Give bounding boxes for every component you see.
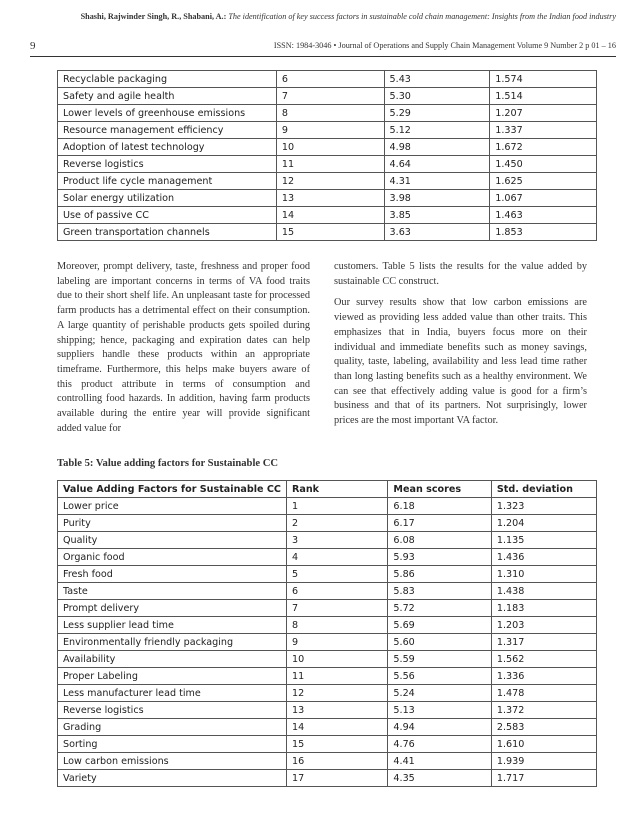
std-cell: 1.672: [490, 139, 597, 156]
body-column-right: [334, 260, 587, 436]
table-row: [58, 139, 597, 156]
rank-cell: 12: [286, 685, 387, 702]
mean-cell: 6.08: [388, 532, 491, 549]
rank-cell: 1: [286, 498, 387, 515]
mean-cell: 4.31: [384, 173, 490, 190]
std-cell: 1.372: [491, 702, 596, 719]
std-cell: 1.183: [491, 600, 596, 617]
factor-cell: Reverse logistics: [58, 156, 277, 173]
std-cell: 1.717: [491, 770, 596, 787]
factor-cell: Less supplier lead time: [58, 617, 287, 634]
table-row: [58, 634, 597, 651]
std-cell: 1.853: [490, 224, 597, 241]
std-cell: 1.562: [491, 651, 596, 668]
table-row: [58, 549, 597, 566]
std-cell: 1.514: [490, 88, 597, 105]
table-row: [58, 736, 597, 753]
rank-cell: 13: [276, 190, 384, 207]
mean-cell: 5.59: [388, 651, 491, 668]
std-cell: 1.625: [490, 173, 597, 190]
std-cell: 1.317: [491, 634, 596, 651]
mean-cell: 5.43: [384, 71, 490, 88]
rank-cell: 9: [276, 122, 384, 139]
table-row: [58, 617, 597, 634]
factor-cell: Safety and agile health: [58, 88, 277, 105]
factor-cell: Lower levels of greenhouse emissions: [58, 105, 277, 122]
factor-cell: Product life cycle management: [58, 173, 277, 190]
rank-cell: 11: [286, 668, 387, 685]
table-row: [58, 685, 597, 702]
std-cell: 1.310: [491, 566, 596, 583]
mean-cell: 4.94: [388, 719, 491, 736]
rank-cell: 13: [286, 702, 387, 719]
rank-cell: 15: [286, 736, 387, 753]
rank-cell: 7: [276, 88, 384, 105]
table-row: [58, 600, 597, 617]
table-5-caption: Table 5: Value adding factors for Sustainable CC: [57, 458, 279, 469]
factor-cell: Resource management efficiency: [58, 122, 277, 139]
factor-cell: Organic food: [58, 549, 287, 566]
mean-cell: 5.24: [388, 685, 491, 702]
factor-cell: Lower price: [58, 498, 287, 515]
paragraph: Our survey results show that low carbon emissions are viewed as providing less added value than other traits. This emphasizes that in India, buyers focus more on their individual and immediate benefits such as money savings, quality, taste, labeling, availability and less lead time rather than long lasting benefits such as a healthy environment. We can see that effectively adding value is good for a firm’s business and that of its partners. Not surprisingly, lower prices are the most important VA factor.: [334, 297, 587, 427]
rank-cell: 12: [276, 173, 384, 190]
running-header: [0, 12, 638, 52]
factor-cell: Sorting: [58, 736, 287, 753]
table-row: [58, 753, 597, 770]
factor-cell: Proper Labeling: [58, 668, 287, 685]
factor-cell: Solar energy utilization: [58, 190, 277, 207]
std-cell: 1.436: [491, 549, 596, 566]
rank-cell: 9: [286, 634, 387, 651]
table-row: [58, 88, 597, 105]
table-row: [58, 583, 597, 600]
column-header-std: Std. deviation: [491, 481, 596, 498]
table-4-continued: [57, 70, 597, 241]
table-row: [58, 190, 597, 207]
header-authors: Shashi, Rajwinder Singh, R., Shabani, A.:: [80, 12, 227, 21]
rank-cell: 8: [286, 617, 387, 634]
mean-cell: 6.17: [388, 515, 491, 532]
rank-cell: 3: [286, 532, 387, 549]
factor-cell: Grading: [58, 719, 287, 736]
table-row: [58, 156, 597, 173]
rank-cell: 14: [286, 719, 387, 736]
table-row: [58, 122, 597, 139]
factor-cell: Taste: [58, 583, 287, 600]
column-header-rank: Rank: [286, 481, 387, 498]
mean-cell: 5.83: [388, 583, 491, 600]
std-cell: 1.939: [491, 753, 596, 770]
table-row: [58, 566, 597, 583]
column-header-factor: Value Adding Factors for Sustainable CC: [58, 481, 287, 498]
std-cell: 1.067: [490, 190, 597, 207]
header-citation: [81, 12, 616, 21]
mean-cell: 4.41: [388, 753, 491, 770]
factor-cell: Recyclable packaging: [58, 71, 277, 88]
factor-cell: Availability: [58, 651, 287, 668]
table-row: [58, 224, 597, 241]
factor-cell: Green transportation channels: [58, 224, 277, 241]
rank-cell: 2: [286, 515, 387, 532]
rank-cell: 7: [286, 600, 387, 617]
std-cell: 2.583: [491, 719, 596, 736]
std-cell: 1.478: [491, 685, 596, 702]
std-cell: 1.610: [491, 736, 596, 753]
table-header-row: [58, 481, 597, 498]
page-number: 9: [30, 40, 36, 52]
factor-cell: Use of passive CC: [58, 207, 277, 224]
mean-cell: 3.85: [384, 207, 490, 224]
table-row: [58, 207, 597, 224]
std-cell: 1.438: [491, 583, 596, 600]
header-article-title: The identification of key success factors in sustainable cold chain management: Insights from the Indian food industry: [228, 12, 616, 21]
rank-cell: 6: [286, 583, 387, 600]
header-rule: [30, 56, 616, 57]
mean-cell: 5.72: [388, 600, 491, 617]
factor-cell: Low carbon emissions: [58, 753, 287, 770]
mean-cell: 3.98: [384, 190, 490, 207]
factor-cell: Fresh food: [58, 566, 287, 583]
mean-cell: 4.64: [384, 156, 490, 173]
mean-cell: 5.60: [388, 634, 491, 651]
table-row: [58, 515, 597, 532]
std-cell: 1.204: [491, 515, 596, 532]
table-row: [58, 770, 597, 787]
mean-cell: 5.30: [384, 88, 490, 105]
table-row: [58, 71, 597, 88]
factor-cell: Less manufacturer lead time: [58, 685, 287, 702]
table-row: [58, 173, 597, 190]
factor-cell: Purity: [58, 515, 287, 532]
std-cell: 1.203: [491, 617, 596, 634]
body-column-left: [57, 260, 310, 443]
mean-cell: 5.86: [388, 566, 491, 583]
rank-cell: 4: [286, 549, 387, 566]
rank-cell: 15: [276, 224, 384, 241]
rank-cell: 8: [276, 105, 384, 122]
mean-cell: 5.13: [388, 702, 491, 719]
rank-cell: 16: [286, 753, 387, 770]
table-row: [58, 702, 597, 719]
std-cell: 1.574: [490, 71, 597, 88]
mean-cell: 6.18: [388, 498, 491, 515]
rank-cell: 11: [276, 156, 384, 173]
factor-cell: Quality: [58, 532, 287, 549]
header-issn: ISSN: 1984-3046 • Journal of Operations and Supply Chain Management Volume 9 Number 2 p 01 – 16: [273, 41, 616, 50]
factor-cell: Environmentally friendly packaging: [58, 634, 287, 651]
table-5-body: [58, 498, 597, 787]
table-4-body: [58, 71, 597, 241]
table-row: [58, 719, 597, 736]
std-cell: 1.336: [491, 668, 596, 685]
table-row: [58, 651, 597, 668]
table-row: [58, 668, 597, 685]
table-row: [58, 498, 597, 515]
factor-cell: Prompt delivery: [58, 600, 287, 617]
rank-cell: 14: [276, 207, 384, 224]
std-cell: 1.450: [490, 156, 597, 173]
paragraph: customers. Table 5 lists the results for the value added by sustainable CC construct.: [334, 261, 587, 287]
column-header-mean: Mean scores: [388, 481, 491, 498]
mean-cell: 5.56: [388, 668, 491, 685]
mean-cell: 3.63: [384, 224, 490, 241]
rank-cell: 17: [286, 770, 387, 787]
rank-cell: 10: [276, 139, 384, 156]
table-5: [57, 480, 597, 787]
factor-cell: Reverse logistics: [58, 702, 287, 719]
std-cell: 1.323: [491, 498, 596, 515]
mean-cell: 5.69: [388, 617, 491, 634]
table-row: [58, 105, 597, 122]
mean-cell: 4.76: [388, 736, 491, 753]
rank-cell: 10: [286, 651, 387, 668]
rank-cell: 6: [276, 71, 384, 88]
std-cell: 1.135: [491, 532, 596, 549]
std-cell: 1.207: [490, 105, 597, 122]
table-row: [58, 532, 597, 549]
rank-cell: 5: [286, 566, 387, 583]
mean-cell: 5.29: [384, 105, 490, 122]
mean-cell: 4.35: [388, 770, 491, 787]
std-cell: 1.337: [490, 122, 597, 139]
paragraph: Moreover, prompt delivery, taste, freshness and proper food labeling are important concerns in terms of VA food traits due to their short shelf life. An unpleasant taste for processed farm products has a detrimental effect on their consumption. A large quantity of perishable products gets spoiled during shipping; hence, packaging and expiration dates can help suppliers handle these products within an appropriate timeframe. Furthermore, this helps make buyers aware of this product attribute in terms of consumption and controlling food hazards. In addition, having farm products available during the entire year will provide significant added value for: [57, 261, 310, 434]
factor-cell: Variety: [58, 770, 287, 787]
mean-cell: 4.98: [384, 139, 490, 156]
mean-cell: 5.12: [384, 122, 490, 139]
factor-cell: Adoption of latest technology: [58, 139, 277, 156]
mean-cell: 5.93: [388, 549, 491, 566]
std-cell: 1.463: [490, 207, 597, 224]
